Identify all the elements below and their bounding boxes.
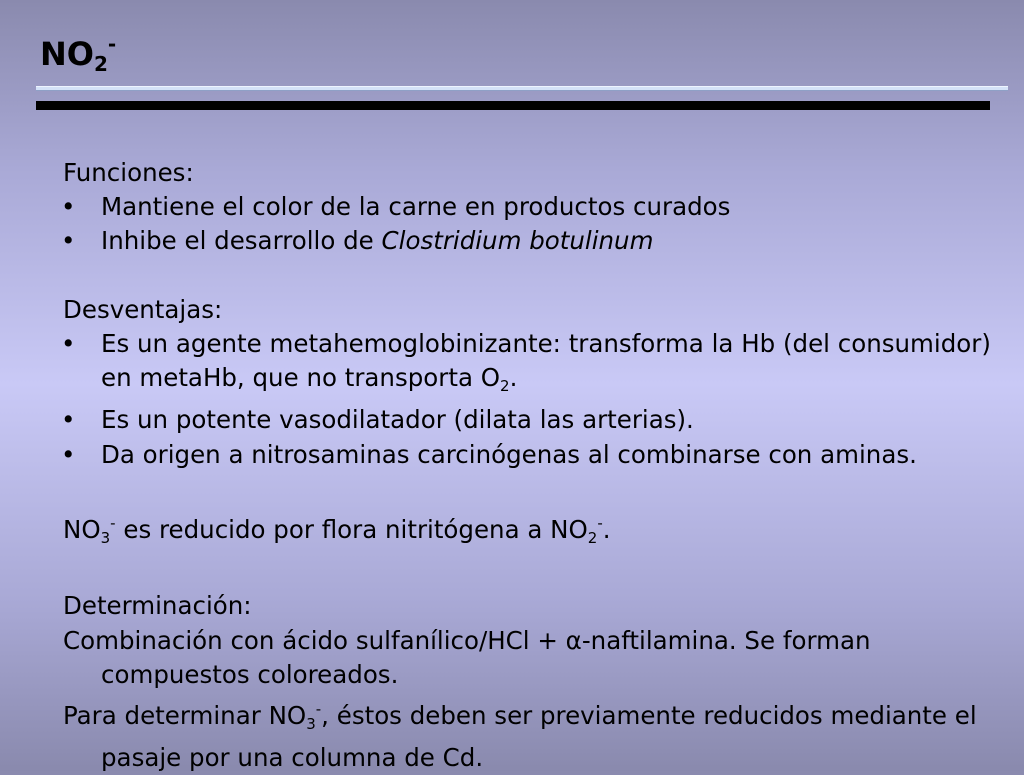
title-underline-thick [36, 101, 990, 110]
bullet-icon: • [61, 439, 76, 469]
slide-body [63, 156, 993, 775]
bullet-icon: • [61, 405, 76, 435]
determinacion-line-1: Combinación con ácido sulfanílico/HCl + α-naftilamina. Se forman compuestos coloreados. [63, 625, 871, 689]
desventajas-heading: Desventajas: [63, 294, 223, 324]
slide-title: $NO_2^-$ [40, 32, 117, 76]
desventajas-item-3: • Da origen a nitrosaminas carcinógenas al combinarse con aminas. [63, 438, 993, 472]
title-underline-thin [36, 86, 1008, 91]
funciones-item-1: • Mantiene el color de la carne en productos curados [63, 190, 993, 224]
determinacion-heading: Determinación: [63, 591, 252, 621]
bullet-icon: • [61, 329, 76, 358]
bullet-icon: • [61, 226, 76, 256]
bullet-icon: • [61, 192, 76, 222]
desventajas-item-2: • Es un potente vasodilatador (dilata las arterias). [63, 403, 993, 437]
desventajas-item-1: • Es un agente metahemoglobinizante: transforma la Hb (del consumidor) en metaHb, que no transporta $O_2$. [61, 329, 991, 396]
funciones-item-2: • Inhibe el desarrollo de Clostridium botulinum [63, 224, 993, 258]
reduccion-text: $NO_3^-$ es reducido por flora nitritógena a $NO_2^-$. [63, 514, 611, 547]
determinacion-line-2: Para determinar $NO_3^-$, éstos deben ser previamente reducidos mediante el pasaje por una columna de Cd. [63, 700, 977, 773]
funciones-heading: Funciones: [63, 158, 194, 187]
